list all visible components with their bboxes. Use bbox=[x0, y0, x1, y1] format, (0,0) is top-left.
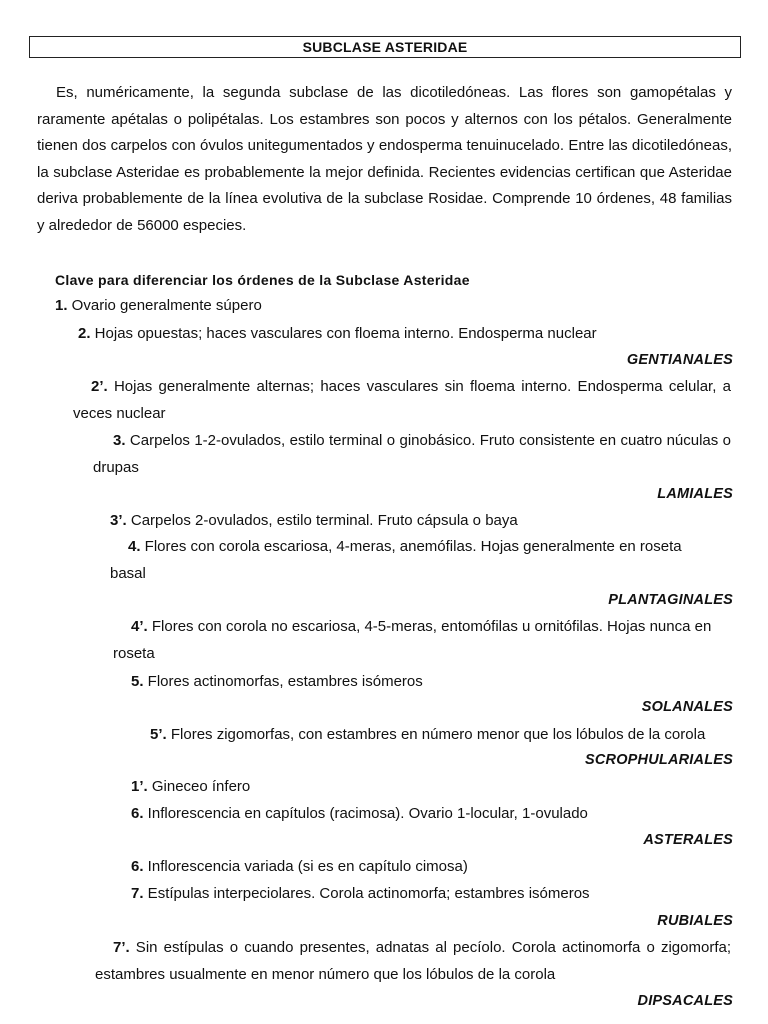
key-number: 7. bbox=[131, 885, 144, 902]
key-number: 4. bbox=[128, 538, 141, 555]
key-text: Hojas opuestas; haces vasculares con floema interno. Endosperma nuclear bbox=[90, 325, 597, 342]
key-heading: Clave para diferenciar los órdenes de la Subclase Asteridae bbox=[55, 272, 470, 288]
key-text: Sin estípulas o cuando presentes, adnatas al pecíolo. Corola actinomorfa o zigomorfa; estambres usualmente en menor número que los lóbulos de la corola bbox=[95, 939, 731, 983]
key-entry-4-prime bbox=[113, 614, 738, 667]
order-gentianales: GENTIANALES bbox=[626, 352, 733, 368]
key-entry-6-alt bbox=[131, 857, 468, 877]
key-text: Flores zigomorfas, con estambres en número menor que los lóbulos de la corola bbox=[166, 726, 706, 743]
key-entry-6 bbox=[131, 804, 588, 824]
key-text: Flores con corola no escariosa, 4-5-meras, entomófilas u ornitófilas. Hojas nunca en roseta bbox=[113, 618, 712, 662]
page-title: SUBCLASE ASTERIDAE bbox=[29, 36, 741, 58]
order-scrophulariales: SCROPHULARIALES bbox=[584, 752, 733, 768]
key-text: Estípulas interpeciolares. Corola actinomorfa; estambres isómeros bbox=[143, 885, 590, 902]
key-entry-3-prime bbox=[110, 511, 518, 531]
key-text: Hojas generalmente alternas; haces vasculares sin floema interno. Endosperma celular, a veces nuclear bbox=[73, 378, 731, 422]
key-number: 6. bbox=[131, 858, 144, 875]
key-entry-4 bbox=[110, 534, 710, 587]
key-text: Ovario generalmente súpero bbox=[67, 297, 262, 314]
order-dipsacales: DIPSACALES bbox=[637, 993, 733, 1009]
key-entry-1-prime bbox=[131, 777, 250, 797]
intro-text: Es, numéricamente, la segunda subclase de las dicotiledóneas. Las flores son gamopétalas y raramente apétalas o polipétalas. Los estambres son pocos y alternos con los pétalos. Generalmente tienen dos carpelos con óvulos unitegumentados y endosperma tenuinucelado. Entre las dicotiledóneas, la subclase Asteridae es probablemente la mejor definida. Recientes evidencias certifican que Asteridae deriva probablemente de la línea evolutiva de la subclase Rosidae. Comprende 10 órdenes, 48 familias y alrededor de 56000 especies. bbox=[37, 84, 732, 234]
intro-paragraph bbox=[37, 80, 732, 239]
key-number: 2. bbox=[78, 325, 91, 342]
key-text: Flores actinomorfas, estambres isómeros bbox=[143, 673, 423, 690]
key-number: 5. bbox=[131, 673, 144, 690]
key-text: Carpelos 2-ovulados, estilo terminal. Fruto cápsula o baya bbox=[126, 512, 518, 529]
key-number: 5’. bbox=[150, 726, 167, 743]
key-number: 2’. bbox=[91, 378, 108, 395]
key-text: Inflorescencia variada (si es en capítulo cimosa) bbox=[143, 858, 468, 875]
key-number: 6. bbox=[131, 805, 144, 822]
key-number: 1. bbox=[55, 297, 68, 314]
key-entry-3 bbox=[93, 428, 731, 481]
order-solanales: SOLANALES bbox=[641, 699, 733, 715]
key-number: 3’. bbox=[110, 512, 127, 529]
key-entry-2-prime bbox=[73, 374, 731, 427]
order-asterales: ASTERALES bbox=[643, 832, 733, 848]
key-number: 7’. bbox=[113, 939, 130, 956]
key-text: Flores con corola escariosa, 4-meras, anemófilas. Hojas generalmente en roseta basal bbox=[110, 538, 682, 582]
key-number: 1’. bbox=[131, 778, 148, 795]
key-number: 3. bbox=[113, 432, 126, 449]
key-entry-2 bbox=[78, 324, 597, 344]
key-number: 4’. bbox=[131, 618, 148, 635]
order-plantaginales: PLANTAGINALES bbox=[608, 592, 733, 608]
key-text: Inflorescencia en capítulos (racimosa). Ovario 1-locular, 1-ovulado bbox=[143, 805, 588, 822]
key-text: Gineceo ínfero bbox=[147, 778, 251, 795]
key-entry-5 bbox=[131, 672, 423, 692]
key-entry-7-prime bbox=[95, 935, 731, 988]
order-rubiales: RUBIALES bbox=[657, 913, 733, 929]
key-entry-7 bbox=[131, 884, 590, 904]
key-text: Carpelos 1-2-ovulados, estilo terminal o ginobásico. Fruto consistente en cuatro núculas o drupas bbox=[93, 432, 731, 476]
order-lamiales: LAMIALES bbox=[657, 486, 733, 502]
key-entry-5-prime bbox=[150, 725, 705, 745]
key-entry-1 bbox=[55, 296, 262, 316]
